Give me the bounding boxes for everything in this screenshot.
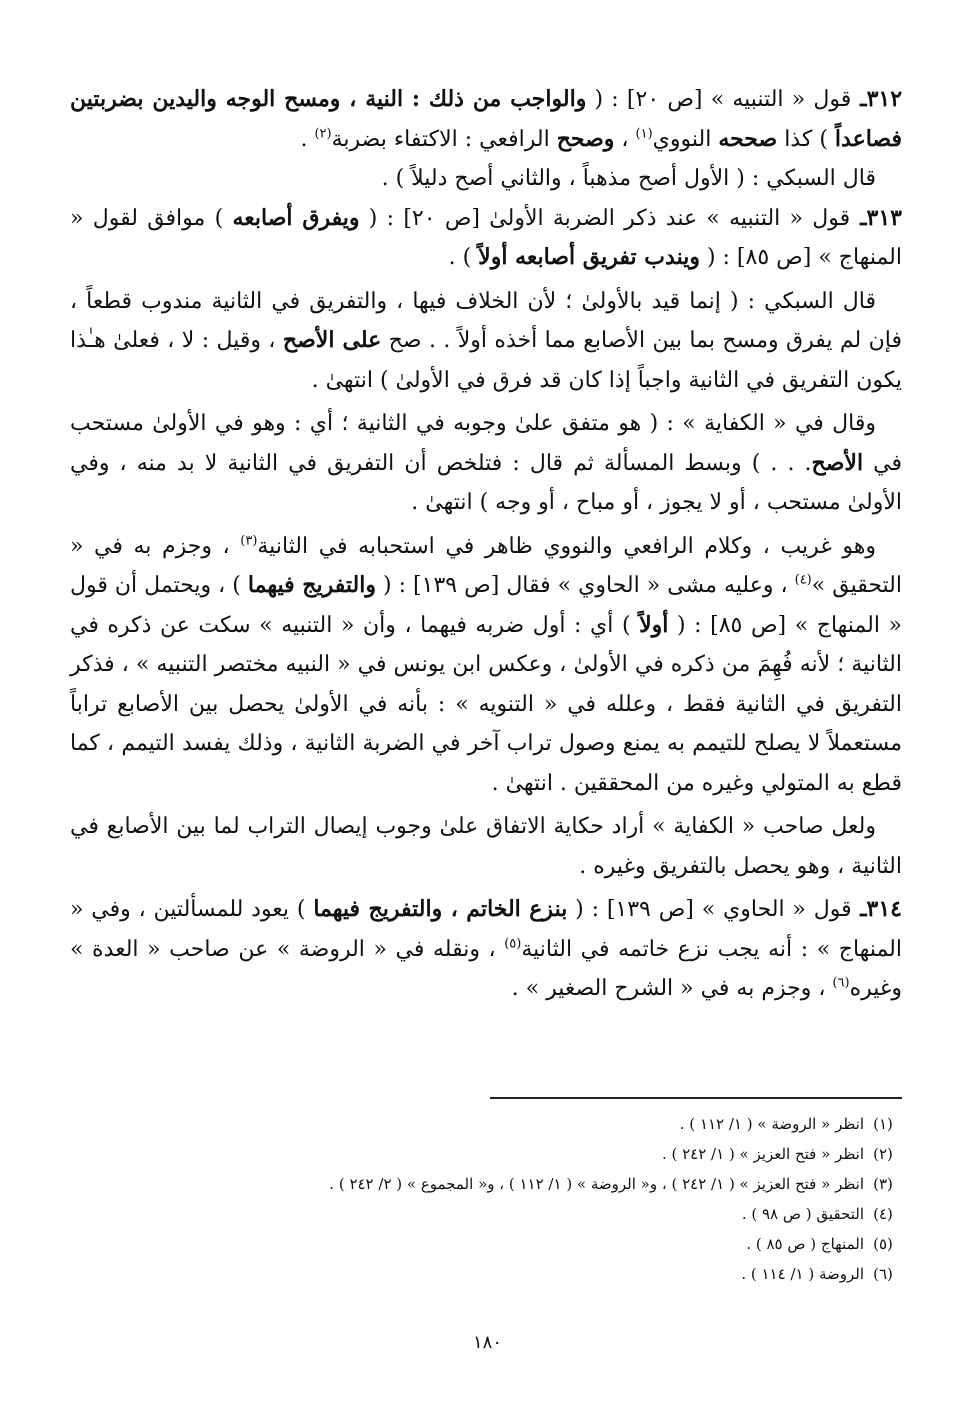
- text-run: النووي: [652, 126, 719, 152]
- bold-text: والواجب من ذلك : النية ، ومسح الوجه واليدين بضربتين فصاعداً: [70, 86, 902, 152]
- text-run: ) موافق لقول « المنهاج » [ص ٨٥] : (: [70, 205, 902, 270]
- footnote-reference: (٤): [794, 572, 812, 588]
- footnote-text: المنهاج ( ص ٨٥ ) .: [746, 1235, 864, 1253]
- footnote-number: (٦): [873, 1265, 893, 1283]
- footnote: [70, 1199, 902, 1229]
- text-run: ) كذا: [777, 126, 835, 152]
- text-run: ، وقيل : لا ، فعلىٰ هـٰذا يكون التفريق في الثانية واجباً إذا كان قد فرق في الأولىٰ ) انتهىٰ .: [70, 328, 902, 393]
- footnote-number: (٣): [873, 1175, 893, 1193]
- bold-text: صححه: [718, 125, 778, 152]
- bold-text: ٣١٣ـ: [850, 204, 902, 231]
- text-run: ،: [614, 126, 636, 152]
- footnote-number: (٤): [873, 1205, 893, 1223]
- paragraph: [70, 199, 902, 278]
- paragraph: [70, 80, 902, 159]
- footnote-text: انظر « فتح العزيز » ( ١/ ٢٤٢ ) .: [661, 1145, 864, 1163]
- footnote-reference: (٢): [314, 126, 332, 142]
- text-run: ، وجزم به في « التحقيق »: [70, 533, 903, 598]
- text-run: قول « الحاوي » [ص ١٣٩] : (: [567, 897, 852, 922]
- footnote: [70, 1109, 902, 1139]
- footnote-text: الروضة ( ١/ ١١٤ ) .: [741, 1265, 864, 1283]
- text-run: الرافعي : الاكتفاء بضربة: [331, 126, 557, 152]
- bold-text: ويفرق أصابعه: [232, 204, 360, 231]
- page-number: ١٨٠: [472, 1332, 502, 1353]
- text-run: وهو غريب ، وكلام الرافعي والنووي ظاهر في استحبابه في الثانية: [257, 533, 876, 559]
- bold-text: الأصح: [811, 449, 864, 476]
- footnote-separator: [490, 1097, 902, 1099]
- text-run: وقال في « الكفاية » : ( هو متفق علىٰ وجوبه في الثانية ؛ أي : وهو في الأولىٰ مستحب في: [70, 411, 902, 476]
- bold-text: ٣١٢ـ: [851, 86, 903, 112]
- bold-text: أولاً: [639, 611, 669, 638]
- text-run: قال السبكي : ( الأول أصح مذهباً ، والثاني أصح دليلاً ) .: [381, 166, 876, 191]
- bold-text: والتفريج فيهما: [247, 572, 376, 598]
- text-run: ولعل صاحب « الكفاية » أراد حكاية الاتفاق علىٰ وجوب إيصال التراب لما بين الأصابع في الثانية ، وهو يحصل بالتفريق وغيره .: [70, 814, 902, 879]
- footnotes: [70, 1109, 902, 1289]
- footnote-text: التحقيق ( ص ٩٨ ) .: [741, 1205, 864, 1223]
- text-run: ) أي : أول ضربه فيهما ، وأن « التنبيه » سكت عن ذكره في الثانية ؛ لأنه فُهِمَ من ذكره في الأولىٰ ، وعكس ابن يونس في « النبيه مختصر التنبيه » ، فذكر التفريق في الثانية فقط ، وعلله في « التنويه » : بأنه في الأولىٰ يحصل بين الأصابع تراباً مستعملاً لا يصلح للتيمم به يمنع وصول تراب آخر في الضربة الثانية ، وذلك يفسد التيمم ، كما قطع به المتولي وغيره من المحققين . انتهىٰ .: [70, 612, 902, 796]
- footnote-reference: (٣): [240, 533, 258, 549]
- bold-text: وصحح: [556, 125, 615, 152]
- text-run: ) يعود للمسألتين ، وفي « المنهاج » : أنه يجب نزع خاتمه في الثانية: [70, 897, 902, 962]
- bold-text: على الأصح: [282, 327, 382, 353]
- paragraph: [70, 404, 902, 523]
- paragraph: [70, 527, 902, 804]
- bold-text: ٣١٤ـ: [851, 896, 902, 922]
- text-run: . . . ) وبسط المسألة ثم قال : فتلخص أن التفريق في الثانية لا بد منه ، وفي الأولىٰ مستحب ، أو لا يجوز ، أو مباح ، أو وجه ) انتهىٰ .: [70, 450, 902, 515]
- text-run: ) ، ويحتمل أن قول « المنهاج » [ص ٨٥] : (: [70, 573, 903, 638]
- footnote-number: (٢): [873, 1145, 893, 1163]
- paragraph: [70, 159, 902, 199]
- footnote: [70, 1259, 902, 1289]
- text-run: قال السبكي : ( إنما قيد بالأولىٰ ؛ لأن الخلاف فيها ، والتفريق في الثانية مندوب قطعاً ، فإن لم يفرق ومسح بما بين الأصابع مما أخذه أولاً . . صح: [70, 288, 902, 353]
- footnote: [70, 1229, 902, 1259]
- text-run: ، وعليه مشى « الحاوي » فقال [ص ١٣٩] : (: [375, 573, 795, 598]
- text-run: ، وجزم به في « الشرح الصغير » .: [511, 976, 833, 1001]
- text-run: ، ونقله في « الروضة » عن صاحب « العدة » وغيره: [70, 936, 902, 1001]
- text-run: ) .: [448, 245, 479, 270]
- footnote-number: (٥): [873, 1235, 893, 1253]
- footnote: [70, 1169, 902, 1199]
- text-run: قول « التنبيه » عند ذكر الضربة الأولىٰ [ص ٢٠] : (: [359, 205, 851, 231]
- footnote-reference: (٦): [832, 975, 850, 991]
- text-run: .: [300, 126, 315, 152]
- bold-text: بنزع الخاتم ، والتفريج فيهما: [313, 896, 568, 922]
- footnote-reference: (١): [635, 126, 653, 142]
- main-text: [70, 80, 902, 1009]
- bold-text: ويندب تفريق أصابعه أولاً: [478, 244, 700, 270]
- text-run: قول « التنبيه » [ص ٢٠] : (: [586, 87, 852, 112]
- footnote-text: انظر « فتح العزيز » ( ١/ ٢٤٢ ) ، و« الروضة » ( ١/ ١١٢ ) ، و« المجموع » ( ٢/ ٢٤٢ ) .: [329, 1175, 864, 1193]
- paragraph: [70, 282, 902, 401]
- footnote-text: انظر « الروضة » ( ١/ ١١٢ ) .: [679, 1115, 864, 1133]
- paragraph: [70, 807, 902, 886]
- paragraph: [70, 890, 902, 1009]
- footnote: [70, 1139, 902, 1169]
- footnote-reference: (٥): [504, 936, 522, 952]
- footnote-number: (١): [873, 1115, 893, 1133]
